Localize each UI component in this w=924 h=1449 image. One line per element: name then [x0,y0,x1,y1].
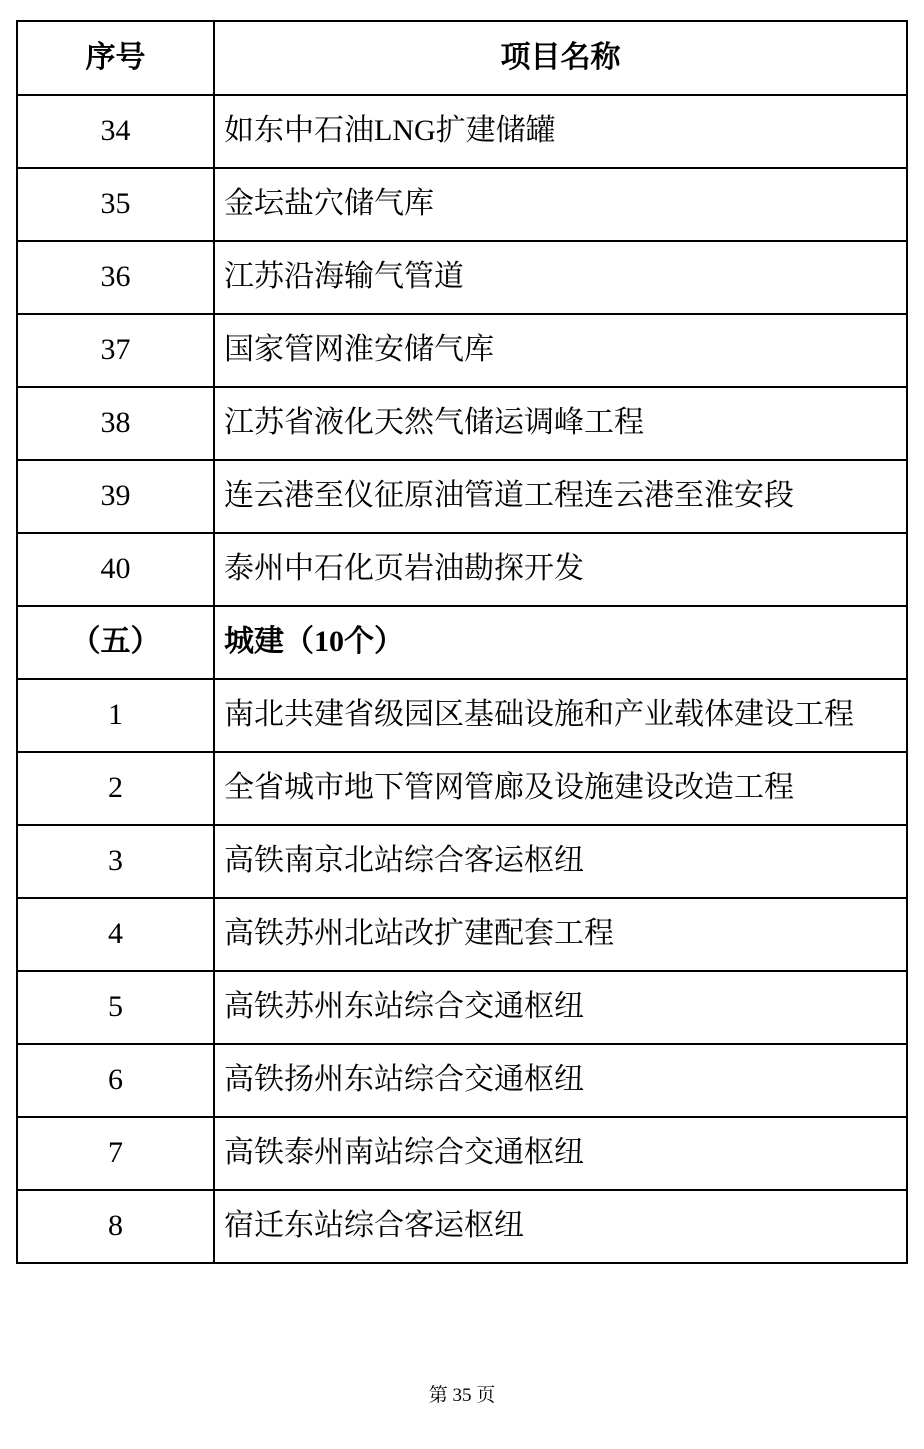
row-project-name-cell: 如东中石油LNG扩建储罐 [214,95,907,168]
table-header-row [17,21,907,95]
row-project-name-cell: 全省城市地下管网管廊及设施建设改造工程 [214,752,907,825]
table-row [17,825,907,898]
row-project-name-cell: 国家管网淮安储气库 [214,314,907,387]
table-row [17,533,907,606]
row-project-name-cell: 连云港至仪征原油管道工程连云港至淮安段 [214,460,907,533]
row-project-name-cell: 高铁南京北站综合客运枢纽 [214,825,907,898]
row-project-name-cell: 南北共建省级园区基础设施和产业载体建设工程 [214,679,907,752]
row-index-cell: 35 [17,168,214,241]
column-header-index: 序号 [17,21,214,95]
table-row [17,95,907,168]
row-index-cell: 1 [17,679,214,752]
row-index-cell: 34 [17,95,214,168]
row-project-name-cell: 泰州中石化页岩油勘探开发 [214,533,907,606]
table-row [17,387,907,460]
row-index-cell: 6 [17,1044,214,1117]
table-body [17,95,907,1263]
table-row [17,241,907,314]
row-project-name-cell: 江苏省液化天然气储运调峰工程 [214,387,907,460]
row-index-cell: 40 [17,533,214,606]
table-row [17,606,907,679]
table-row [17,752,907,825]
table-row [17,314,907,387]
table-row [17,460,907,533]
column-header-project-name: 项目名称 [214,21,907,95]
row-index-cell: 37 [17,314,214,387]
row-project-name-cell: 高铁苏州东站综合交通枢纽 [214,971,907,1044]
row-project-name-cell: 高铁泰州南站综合交通枢纽 [214,1117,907,1190]
row-index-cell: 7 [17,1117,214,1190]
row-project-name-cell: 宿迁东站综合客运枢纽 [214,1190,907,1263]
table-row [17,679,907,752]
row-index-cell: （五） [17,606,214,679]
project-table [16,20,908,1264]
row-project-name-cell: 金坛盐穴储气库 [214,168,907,241]
row-index-cell: 2 [17,752,214,825]
table-row [17,1044,907,1117]
row-index-cell: 4 [17,898,214,971]
row-project-name-cell: 江苏沿海输气管道 [214,241,907,314]
row-index-cell: 39 [17,460,214,533]
row-index-cell: 5 [17,971,214,1044]
row-index-cell: 8 [17,1190,214,1263]
row-index-cell: 38 [17,387,214,460]
row-index-cell: 36 [17,241,214,314]
row-index-cell: 3 [17,825,214,898]
row-project-name-cell: 城建（10个） [214,606,907,679]
table-row [17,971,907,1044]
row-project-name-cell: 高铁苏州北站改扩建配套工程 [214,898,907,971]
row-project-name-cell: 高铁扬州东站综合交通枢纽 [214,1044,907,1117]
table-row [17,1117,907,1190]
table-row [17,168,907,241]
page-number: 第 35 页 [428,1385,496,1406]
table-row [17,1190,907,1263]
table-row [17,898,907,971]
